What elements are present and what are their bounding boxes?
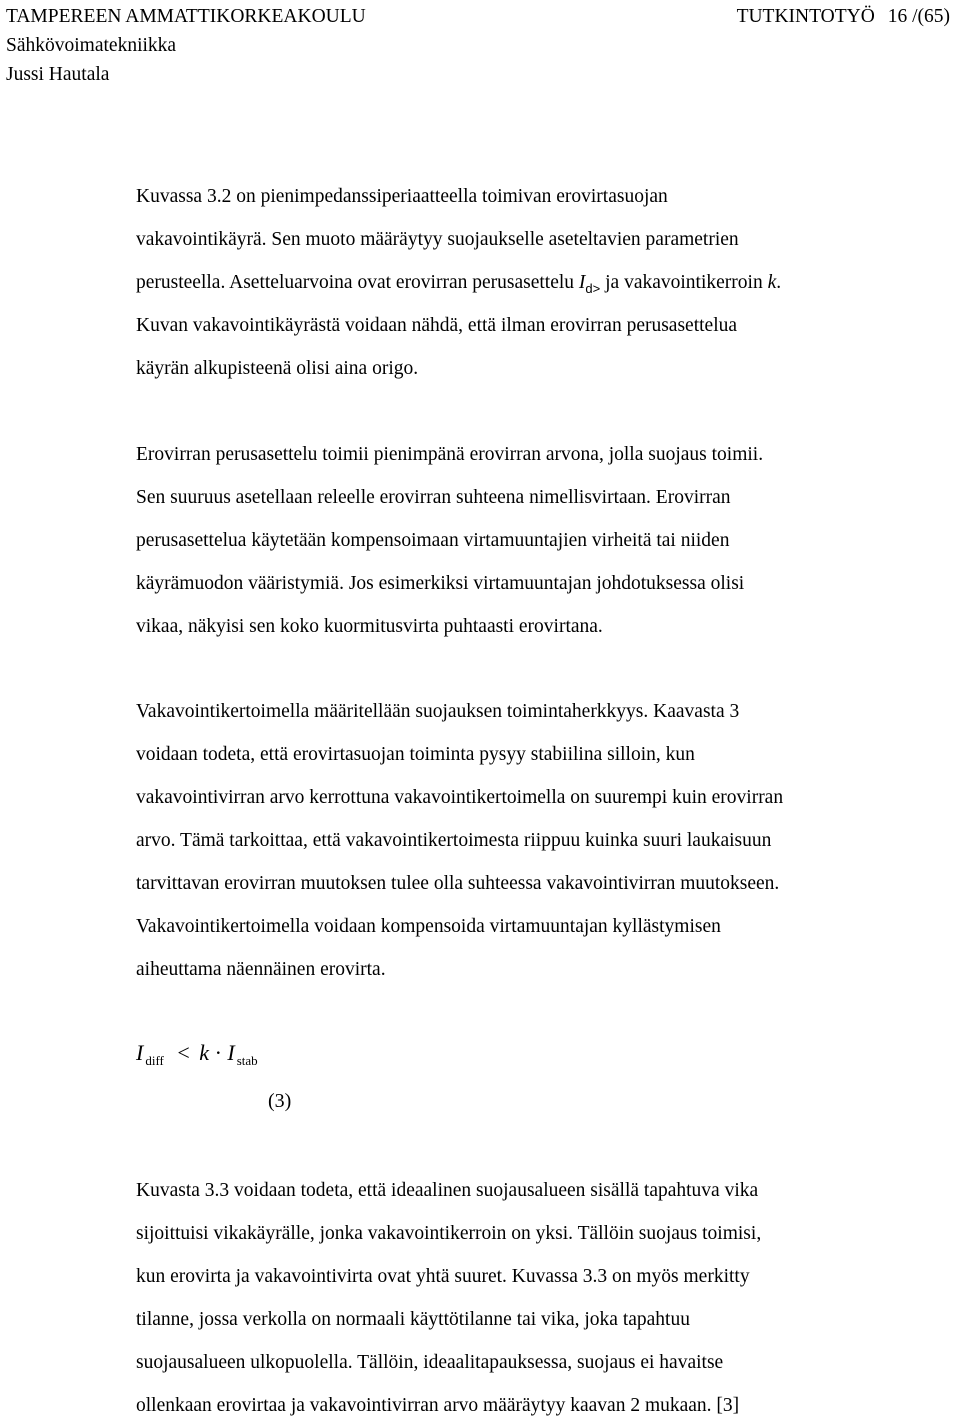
- paragraph-4-line-5: suojausalueen ulkopuolella. Tällöin, ideaalitapauksessa, suojaus ei havaitse: [136, 1352, 724, 1373]
- paragraph-2-line-3: perusasettelua käytetään kompensoimaan virtamuuntajien virheitä tai niiden: [136, 530, 730, 551]
- paragraph-3-line-6: Vakavointikertoimella voidaan kompensoida virtamuuntajan kyllästymisen: [136, 916, 721, 937]
- paragraph-4-line-4: tilanne, jossa verkolla on normaali käyttötilanne tai vika, joka tapahtuu: [136, 1309, 690, 1330]
- paragraph-2-line-5: vikaa, näkyisi sen koko kuormitusvirta puhtaasti erovirtana.: [136, 616, 603, 637]
- symbol-i-d-subscript: d>: [585, 281, 601, 296]
- formula-rhs: I: [227, 1040, 235, 1065]
- equation-number: (3): [268, 1090, 292, 1112]
- page-info: [737, 2, 950, 31]
- formula-lhs-subscript: diff: [145, 1053, 164, 1068]
- paragraph-1-line-1: Kuvassa 3.2 on pienimpedanssiperiaatteella toimivan erovirtasuojan: [136, 186, 668, 207]
- formula-k: k: [199, 1040, 210, 1065]
- document-type: TUTKINTOTYÖ: [736, 6, 875, 27]
- paragraph-2-line-4: käyrämuodon vääristymiä. Jos esimerkiksi virtamuuntajan johdotuksessa olisi: [136, 573, 745, 594]
- paragraph-1-line-3-text: perusteella. Asetteluarvoina ovat erovirran perusasettelu: [136, 272, 575, 293]
- paragraph-3-line-2: voidaan todeta, että erovirtasuojan toiminta pysyy stabiilina silloin, kun: [136, 744, 695, 765]
- paragraph-3-line-1: Vakavointikertoimella määritellään suojauksen toimintaherkkyys. Kaavasta 3: [136, 701, 740, 722]
- paragraph-4-line-3: kun erovirta ja vakavointivirta ovat yhtä suuret. Kuvassa 3.3 on myös merkitty: [136, 1266, 750, 1287]
- department-name: Sähkövoimatekniikka: [6, 35, 177, 56]
- paragraph-1-line-3-end: .: [776, 272, 782, 293]
- author-name: Jussi Hautala: [6, 64, 110, 85]
- page-number: 16 /(65): [887, 6, 950, 27]
- formula-dot: ·: [214, 1040, 222, 1065]
- formula-rhs-subscript: stab: [236, 1053, 258, 1068]
- paragraph-3-line-5: tarvittavan erovirran muutoksen tulee olla suhteessa vakavointivirran muutokseen.: [136, 873, 780, 894]
- paragraph-4-line-1: Kuvasta 3.3 voidaan todeta, että ideaalinen suojausalueen sisällä tapahtuva vika: [136, 1180, 759, 1201]
- symbol-i-d: I: [578, 272, 586, 293]
- paragraph-1-line-2: vakavointikäyrä. Sen muoto määräytyy suojaukselle aseteltavien parametrien: [136, 229, 739, 250]
- paragraph-4-line-2: sijoittuisi vikakäyrälle, jonka vakavointikerroin on yksi. Tällöin suojaus toimisi,: [136, 1223, 762, 1244]
- paragraph-1-line-4: Kuvan vakavointikäyrästä voidaan nähdä, että ilman erovirran perusasettelua: [136, 315, 738, 336]
- paragraph-1-line-3: [136, 268, 781, 298]
- paragraph-1-line-5: käyrän alkupisteenä olisi aina origo.: [136, 358, 419, 379]
- paragraph-2-line-2: Sen suuruus asetellaan releelle erovirran suhteena nimellisvirtaan. Erovirran: [136, 487, 731, 508]
- paragraph-3-line-4: arvo. Tämä tarkoittaa, että vakavointikertoimesta riippuu kuinka suuri laukaisuun: [136, 830, 772, 851]
- paragraph-3-line-3: vakavointivirran arvo kerrottuna vakavointikertoimella on suurempi kuin erovirran: [136, 787, 784, 808]
- paragraph-1-line-3-mid: ja vakavointikerroin: [605, 272, 763, 293]
- institution-name: TAMPEREEN AMMATTIKORKEAKOULU: [6, 6, 366, 27]
- paragraph-3-line-7: aiheuttama näennäinen erovirta.: [136, 959, 386, 980]
- formula-operator: <: [177, 1040, 190, 1065]
- page-header: [6, 2, 950, 89]
- symbol-k: k: [767, 272, 777, 293]
- formula-lhs: I: [136, 1040, 144, 1065]
- formula-3: [136, 1040, 258, 1066]
- paragraph-4-line-6: ollenkaan erovirtaa ja vakavointivirran arvo määräytyy kaavan 2 mukaan. [3]: [136, 1395, 740, 1416]
- paragraph-2-line-1: Erovirran perusasettelu toimii pienimpänä erovirran arvona, jolla suojaus toimii.: [136, 444, 764, 465]
